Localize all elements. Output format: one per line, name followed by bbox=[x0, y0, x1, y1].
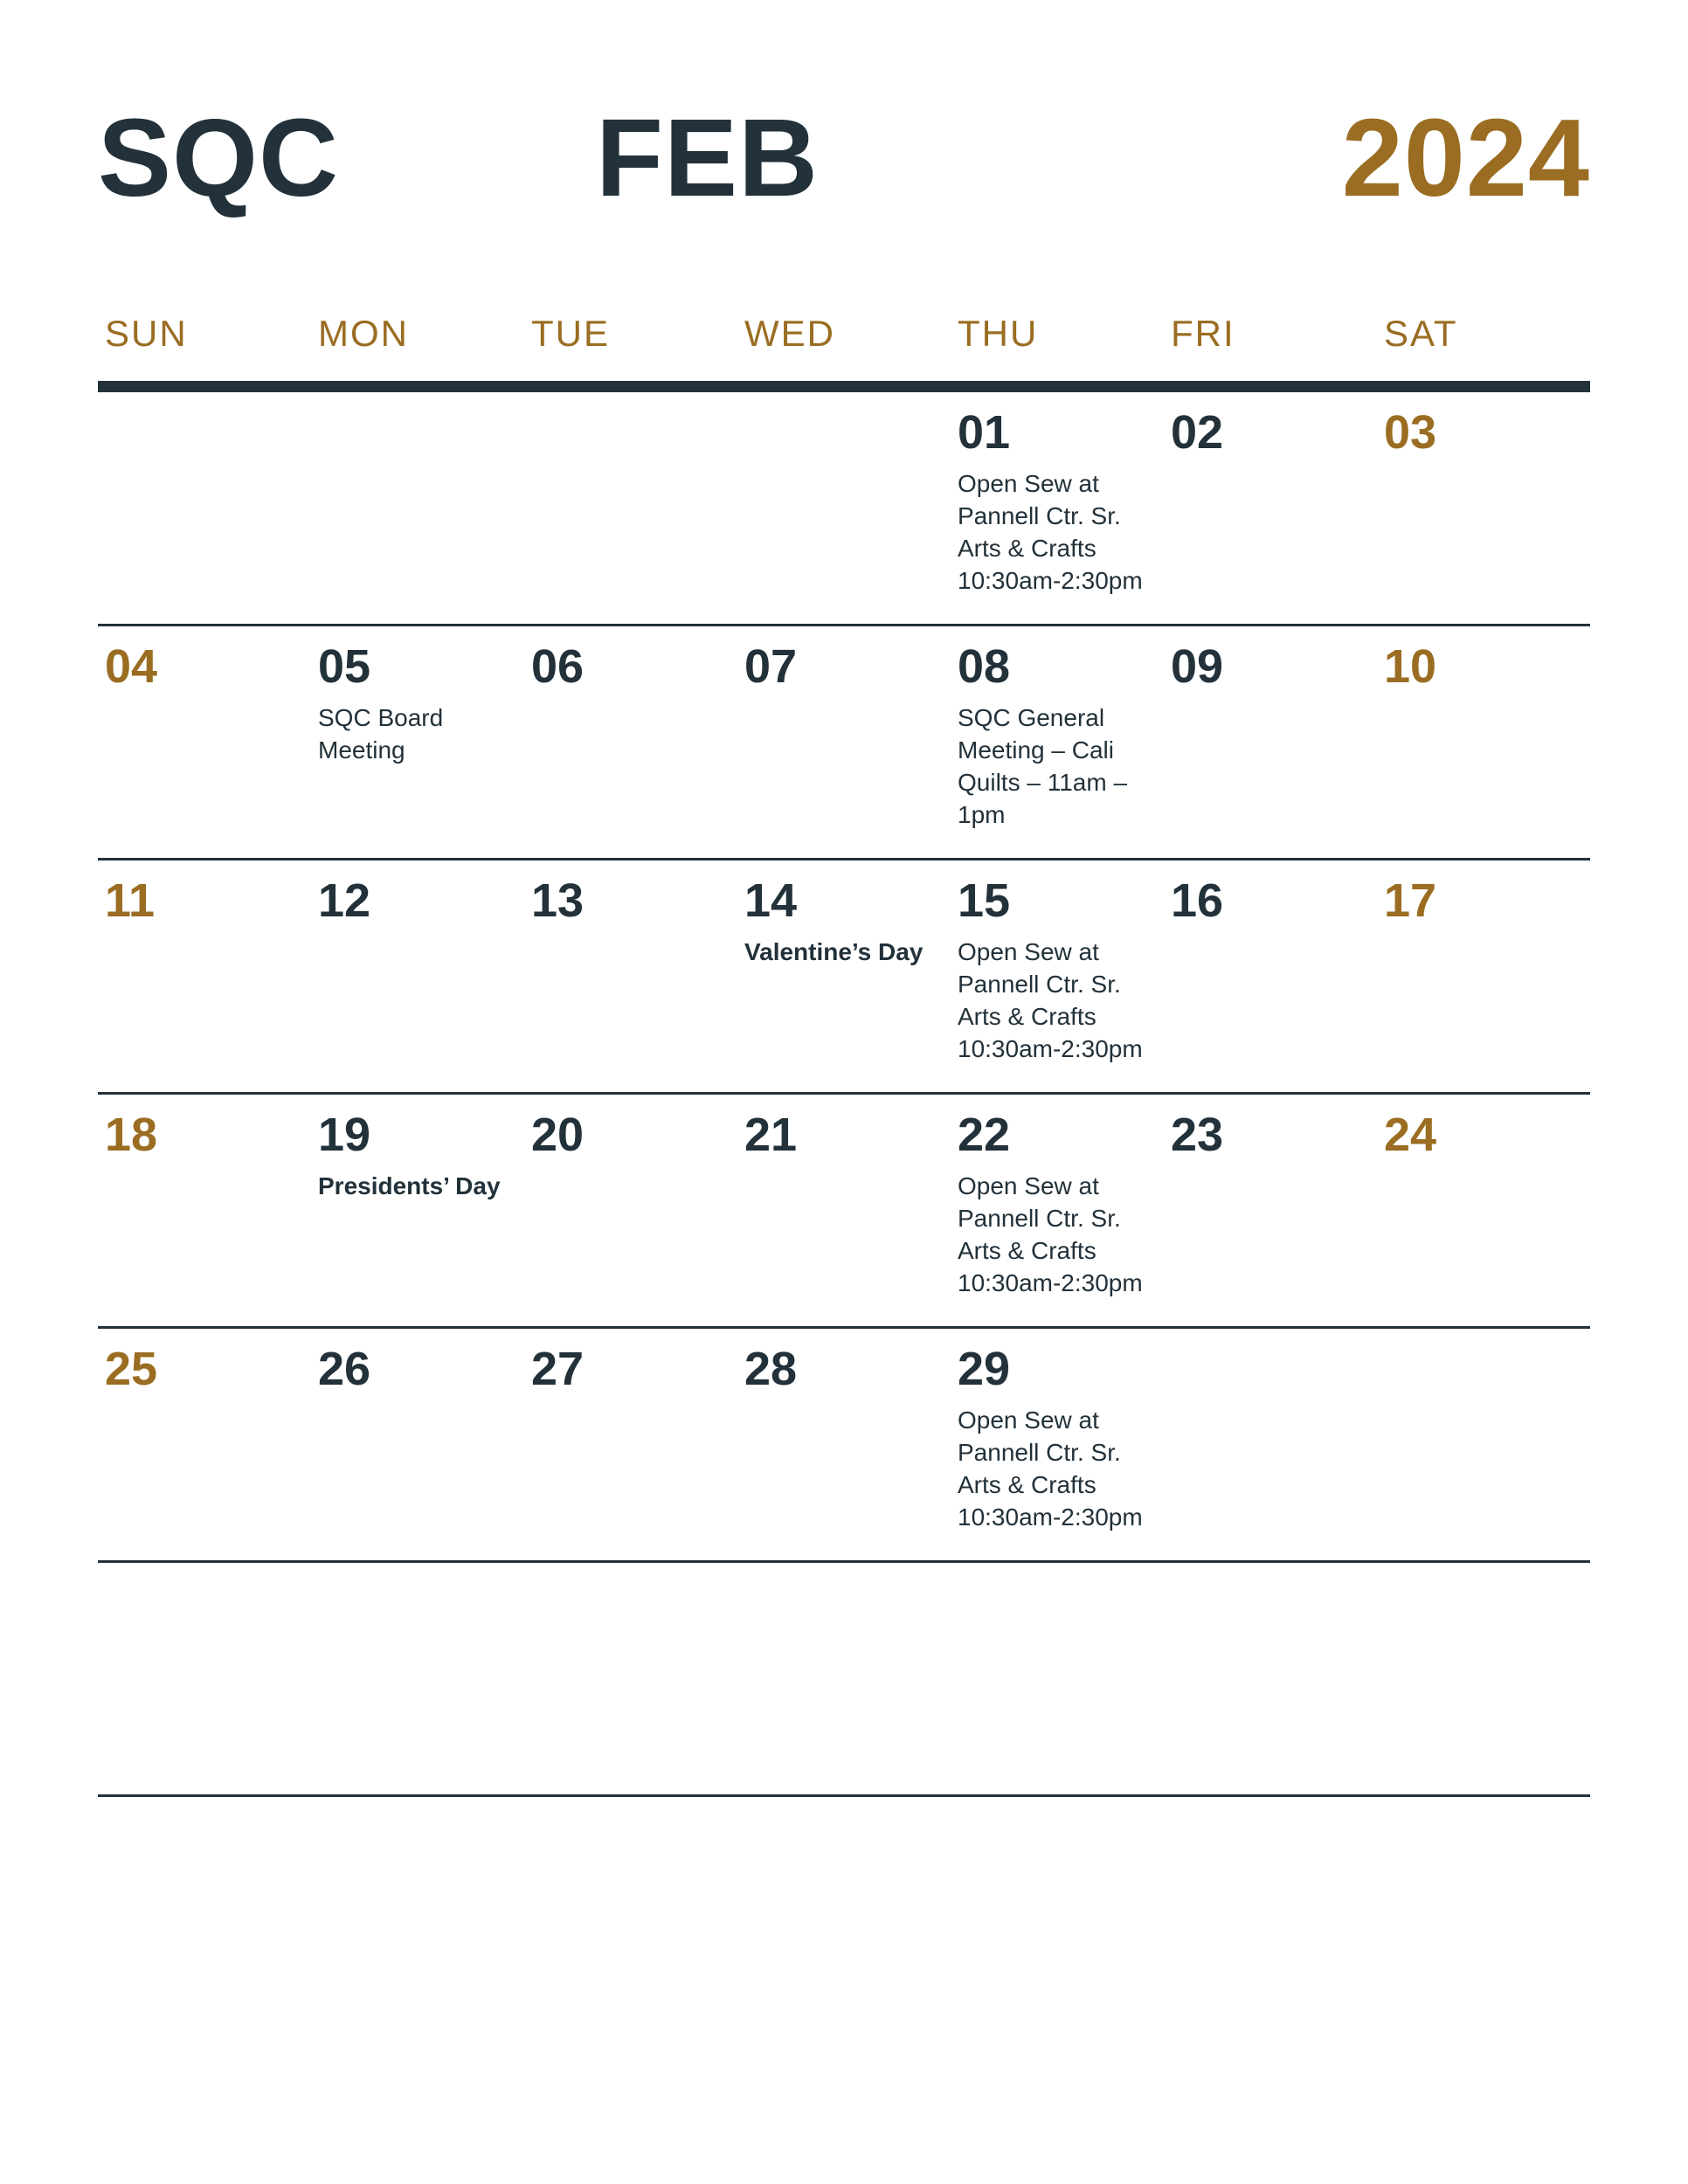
day-number: 21 bbox=[744, 1109, 798, 1161]
day-number: 12 bbox=[318, 874, 371, 927]
day-cell[interactable] bbox=[524, 1329, 737, 1560]
day-cell[interactable] bbox=[951, 626, 1164, 858]
day-number: 07 bbox=[744, 640, 798, 693]
day-number: 16 bbox=[1171, 874, 1224, 927]
day-cell[interactable] bbox=[524, 626, 737, 858]
event-text[interactable]: SQC General Meeting – Cali Quilts – 11am – 1pm bbox=[958, 703, 1128, 828]
day-cell[interactable] bbox=[311, 1095, 524, 1326]
day-number: 14 bbox=[744, 874, 798, 927]
day-cell-empty bbox=[1164, 1329, 1377, 1560]
day-number: 24 bbox=[1384, 1109, 1437, 1161]
calendar-grid bbox=[98, 392, 1590, 1797]
day-cell[interactable] bbox=[737, 1329, 951, 1560]
event-text[interactable]: SQC Board Meeting bbox=[318, 703, 444, 764]
day-cell[interactable] bbox=[311, 860, 524, 1092]
day-number: 04 bbox=[105, 640, 158, 693]
weekday-sun: SUN bbox=[105, 313, 188, 354]
day-number: 25 bbox=[105, 1343, 158, 1395]
day-number: 06 bbox=[531, 640, 585, 693]
day-number: 17 bbox=[1384, 874, 1437, 927]
day-number: 28 bbox=[744, 1343, 798, 1395]
day-cell[interactable] bbox=[737, 626, 951, 858]
day-events bbox=[318, 702, 515, 767]
day-cell-empty bbox=[98, 392, 311, 624]
day-cell[interactable] bbox=[311, 1329, 524, 1560]
event-text[interactable]: Open Sew at Pannell Ctr. Sr. Arts & Crafts 10:30am-2:30pm bbox=[958, 1171, 1143, 1296]
day-cell[interactable] bbox=[951, 1095, 1164, 1326]
day-number: 08 bbox=[958, 640, 1011, 693]
day-cell[interactable] bbox=[951, 392, 1164, 624]
day-cell[interactable] bbox=[737, 860, 951, 1092]
day-cell-empty bbox=[1377, 1329, 1590, 1560]
day-number: 15 bbox=[958, 874, 1011, 927]
day-number: 26 bbox=[318, 1343, 371, 1395]
weekday-header-row bbox=[98, 313, 1590, 355]
day-cell[interactable] bbox=[1164, 860, 1377, 1092]
day-cell[interactable] bbox=[951, 860, 1164, 1092]
day-events bbox=[958, 468, 1155, 598]
day-number: 02 bbox=[1171, 406, 1224, 459]
day-cell-empty bbox=[737, 1563, 951, 1794]
day-number: 27 bbox=[531, 1343, 585, 1395]
event-text[interactable]: Open Sew at Pannell Ctr. Sr. Arts & Crafts 10:30am-2:30pm bbox=[958, 469, 1143, 594]
day-number: 10 bbox=[1384, 640, 1437, 693]
day-cell[interactable] bbox=[1164, 392, 1377, 624]
day-number: 18 bbox=[105, 1109, 158, 1161]
month-title: FEB bbox=[596, 96, 819, 219]
day-cell-empty bbox=[311, 1563, 524, 1794]
day-cell[interactable] bbox=[1377, 626, 1590, 858]
day-events bbox=[958, 1405, 1155, 1534]
day-cell-empty bbox=[311, 392, 524, 624]
day-number: 19 bbox=[318, 1109, 371, 1161]
day-cell[interactable] bbox=[951, 1329, 1164, 1560]
header-divider bbox=[98, 381, 1590, 392]
day-cell[interactable] bbox=[1377, 392, 1590, 624]
day-number: 29 bbox=[958, 1343, 1011, 1395]
organization-title: SQC bbox=[98, 96, 340, 219]
day-number: 09 bbox=[1171, 640, 1224, 693]
day-cell-empty bbox=[1377, 1563, 1590, 1794]
day-cell[interactable] bbox=[1164, 626, 1377, 858]
day-cell-empty bbox=[1164, 1563, 1377, 1794]
year-title: 2024 bbox=[1341, 96, 1590, 219]
day-cell-empty bbox=[951, 1563, 1164, 1794]
day-number: 11 bbox=[105, 874, 156, 927]
event-text[interactable]: Presidents’ Day bbox=[318, 1171, 501, 1199]
calendar-header bbox=[98, 0, 1590, 219]
day-number: 20 bbox=[531, 1109, 585, 1161]
event-text[interactable]: Open Sew at Pannell Ctr. Sr. Arts & Crafts 10:30am-2:30pm bbox=[958, 937, 1143, 1062]
day-cell[interactable] bbox=[98, 1329, 311, 1560]
day-number: 13 bbox=[531, 874, 585, 927]
day-number: 22 bbox=[958, 1109, 1011, 1161]
weekday-fri: FRI bbox=[1171, 313, 1235, 354]
event-text[interactable]: Open Sew at Pannell Ctr. Sr. Arts & Crafts 10:30am-2:30pm bbox=[958, 1406, 1143, 1531]
day-cell[interactable] bbox=[98, 626, 311, 858]
day-events bbox=[958, 1171, 1155, 1300]
day-events bbox=[958, 702, 1155, 832]
week-row bbox=[98, 860, 1590, 1095]
day-cell-empty bbox=[524, 392, 737, 624]
weekday-wed: WED bbox=[744, 313, 835, 354]
day-cell[interactable] bbox=[1377, 1095, 1590, 1326]
day-cell[interactable] bbox=[1377, 860, 1590, 1092]
weekday-sat: SAT bbox=[1384, 313, 1458, 354]
week-row bbox=[98, 1329, 1590, 1563]
day-cell[interactable] bbox=[311, 626, 524, 858]
day-number: 23 bbox=[1171, 1109, 1224, 1161]
day-cell-empty bbox=[737, 392, 951, 624]
day-cell[interactable] bbox=[524, 860, 737, 1092]
day-number: 03 bbox=[1384, 406, 1437, 459]
day-cell[interactable] bbox=[1164, 1095, 1377, 1326]
day-cell[interactable] bbox=[98, 1095, 311, 1326]
day-number: 01 bbox=[958, 406, 1011, 459]
weekday-mon: MON bbox=[318, 313, 409, 354]
event-text[interactable]: Valentine’s Day bbox=[744, 937, 924, 965]
weekday-thu: THU bbox=[958, 313, 1039, 354]
day-cell-empty bbox=[524, 1563, 737, 1794]
week-row bbox=[98, 1563, 1590, 1797]
day-number: 05 bbox=[318, 640, 371, 693]
day-events bbox=[318, 1171, 515, 1203]
weekday-tue: TUE bbox=[531, 313, 610, 354]
day-cell[interactable] bbox=[737, 1095, 951, 1326]
week-row bbox=[98, 626, 1590, 860]
day-events bbox=[744, 936, 942, 969]
day-cell-empty bbox=[98, 1563, 311, 1794]
week-row bbox=[98, 392, 1590, 626]
day-events bbox=[958, 936, 1155, 1066]
day-cell[interactable] bbox=[524, 1095, 737, 1326]
week-row bbox=[98, 1095, 1590, 1329]
day-cell[interactable] bbox=[98, 860, 311, 1092]
